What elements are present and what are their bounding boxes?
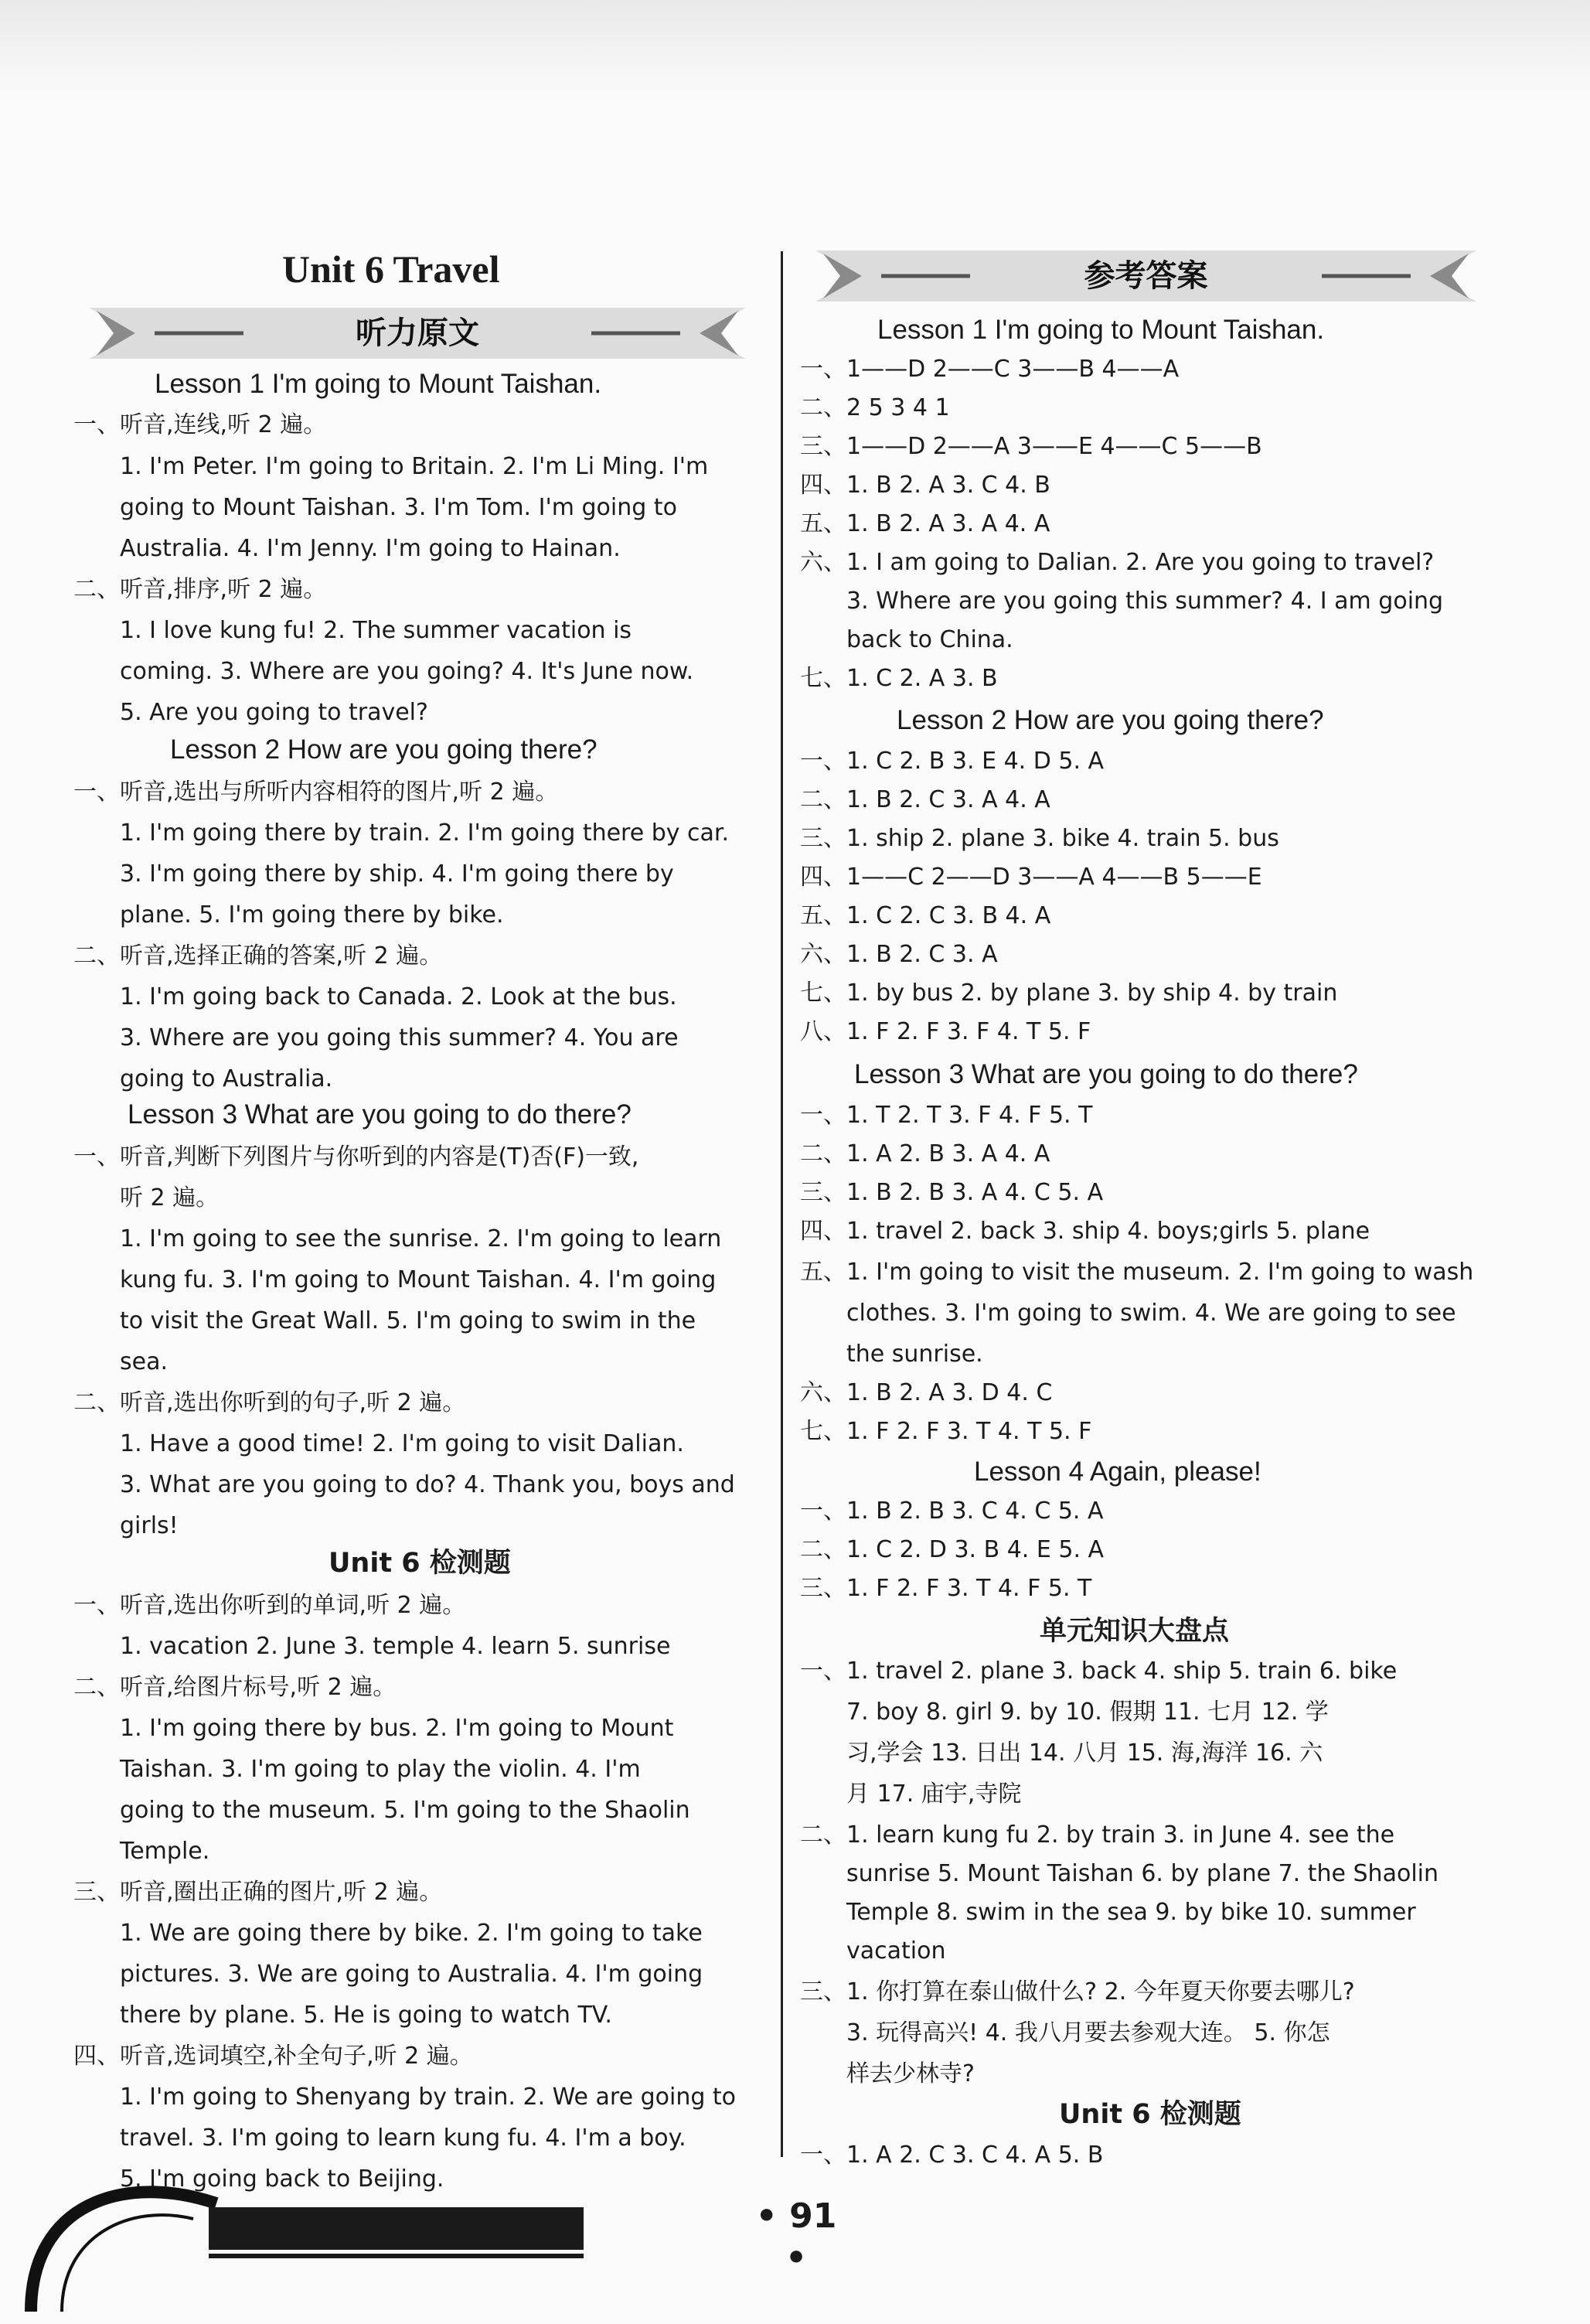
answer-line: 一、1. travel 2. plane 3. back 4. ship 5. train 6. bike <box>800 1658 1398 1685</box>
answer-line: 七、1. by bus 2. by plane 3. by ship 4. by train <box>800 980 1338 1007</box>
script-line: 二、听音,选择正确的答案,听 2 遍。 <box>73 942 443 969</box>
answer-line: 一、1. C 2. B 3. E 4. D 5. A <box>800 748 1105 775</box>
unit-title: Unit 6 Travel <box>282 247 500 291</box>
answer-line: 样去少林寺? <box>846 2060 975 2087</box>
script-line: 二、听音,给图片标号,听 2 遍。 <box>73 1674 397 1701</box>
answer-line: 3. Where are you going this summer? 4. I am going <box>846 588 1444 615</box>
banner-title: 参考答案 <box>1084 258 1208 294</box>
answer-line: Lesson 4 Again, please! <box>974 1457 1261 1487</box>
script-line: 听 2 遍。 <box>120 1184 220 1211</box>
answer-line: 一、1. B 2. B 3. C 4. C 5. A <box>800 1498 1104 1525</box>
answer-line: 7. boy 8. girl 9. by 10. 假期 11. 七月 12. 学 <box>846 1699 1329 1726</box>
answer-line: 四、1. travel 2. back 3. ship 4. boys;girls 5. plane <box>800 1218 1370 1245</box>
answer-line: 四、1——C 2——D 3——A 4——B 5——E <box>800 864 1262 891</box>
answer-line: 六、1. I am going to Dalian. 2. Are you going to travel? <box>800 549 1435 576</box>
script-line: Lesson 3 What are you going to do there? <box>128 1099 632 1130</box>
script-line: to visit the Great Wall. 5. I'm going to swim in the <box>120 1307 696 1334</box>
script-line: coming. 3. Where are you going? 4. It's June now. <box>120 658 694 685</box>
answer-line: vacation <box>846 1937 946 1964</box>
answer-line: sunrise 5. Mount Taishan 6. by plane 7. the Shaolin <box>846 1860 1438 1887</box>
script-line: travel. 3. I'm going to learn kung fu. 4. I'm a boy. <box>120 2125 686 2152</box>
script-line: kung fu. 3. I'm going to Mount Taishan. 4. I'm going <box>120 1266 717 1293</box>
script-line: 1. Have a good time! 2. I'm going to visit Dalian. <box>120 1430 684 1457</box>
answer-line: 三、1. 你打算在泰山做什么? 2. 今年夏天你要去哪儿? <box>800 1978 1355 2005</box>
answer-line: 五、1. I'm going to visit the museum. 2. I'm going to wash <box>800 1259 1474 1286</box>
script-line: going to Australia. <box>120 1065 333 1092</box>
answer-line: Temple 8. swim in the sea 9. by bike 10. summer <box>846 1899 1416 1926</box>
answer-line: 二、1. A 2. B 3. A 4. A <box>800 1140 1050 1167</box>
answer-line: 一、1. A 2. C 3. C 4. A 5. B <box>800 2142 1104 2169</box>
answer-line: 五、1. C 2. C 3. B 4. A <box>800 902 1051 929</box>
script-line: 1. I'm Peter. I'm going to Britain. 2. I'm Li Ming. I'm <box>120 453 709 480</box>
answer-line: 二、2 5 3 4 1 <box>800 394 950 421</box>
top-shading <box>0 0 1590 101</box>
script-line: 3. Where are you going this summer? 4. You are <box>120 1024 679 1051</box>
answer-line: the sunrise. <box>846 1341 983 1368</box>
answer-line: 三、1——D 2——A 3——E 4——C 5——B <box>800 433 1262 460</box>
answer-line: 三、1. B 2. B 3. A 4. C 5. A <box>800 1179 1104 1206</box>
script-line: going to the museum. 5. I'm going to the Shaolin <box>120 1797 690 1824</box>
script-line: 二、听音,排序,听 2 遍。 <box>73 576 327 603</box>
script-line: 1. I'm going to see the sunrise. 2. I'm going to learn <box>120 1225 722 1252</box>
script-line: 二、听音,选出你听到的句子,听 2 遍。 <box>73 1389 466 1416</box>
answer-line: Lesson 3 What are you going to do there? <box>854 1059 1358 1089</box>
script-line: Unit 6 检测题 <box>329 1548 511 1579</box>
script-line: 三、听音,圈出正确的图片,听 2 遍。 <box>73 1879 443 1906</box>
answer-line: 六、1. B 2. A 3. D 4. C <box>800 1379 1053 1406</box>
script-line: 1. I love kung fu! 2. The summer vacation is <box>120 617 632 644</box>
answer-line: Lesson 2 How are you going there? <box>897 705 1324 735</box>
script-line: 5. Are you going to travel? <box>120 699 428 726</box>
banner-listening-script <box>89 303 746 363</box>
script-line: Taishan. 3. I'm going to play the violin. 4. I'm <box>120 1756 641 1783</box>
answer-line: 二、1. B 2. C 3. A 4. A <box>800 786 1050 813</box>
answer-line: 八、1. F 2. F 3. F 4. T 5. F <box>800 1018 1091 1045</box>
answer-line: clothes. 3. I'm going to swim. 4. We are going to see <box>846 1300 1456 1327</box>
answer-line: Unit 6 检测题 <box>1059 2099 1241 2130</box>
script-line: girls! <box>120 1512 179 1539</box>
script-line: 一、听音,判断下列图片与你听到的内容是(T)否(F)一致, <box>73 1143 639 1171</box>
answer-line: 六、1. B 2. C 3. A <box>800 941 998 968</box>
answer-line: 月 17. 庙宇,寺院 <box>846 1780 1022 1808</box>
corner-decoration-graphic <box>15 2157 595 2312</box>
answer-line: 3. 玩得高兴! 4. 我八月要去参观大连。 5. 你怎 <box>846 2019 1330 2046</box>
script-line: pictures. 3. We are going to Australia. 4. I'm going <box>120 1961 703 1988</box>
banner-answer-key <box>815 246 1476 306</box>
page-number: • 91 • <box>755 2196 837 2278</box>
script-line: Temple. <box>120 1838 210 1865</box>
answer-line: 二、1. learn kung fu 2. by train 3. in June 4. see the <box>800 1821 1395 1849</box>
script-line: going to Mount Taishan. 3. I'm Tom. I'm going to <box>120 494 677 521</box>
script-line: 1. I'm going there by bus. 2. I'm going to Mount <box>120 1715 674 1742</box>
answer-line: Lesson 1 I'm going to Mount Taishan. <box>877 315 1325 345</box>
script-line: 一、听音,选出与所听内容相符的图片,听 2 遍。 <box>73 779 559 806</box>
answer-line: 单元知识大盘点 <box>1040 1616 1230 1647</box>
script-line: Lesson 1 I'm going to Mount Taishan. <box>155 369 602 399</box>
script-line: 5. I'm going back to Beijing. <box>120 2166 444 2193</box>
answer-line: 五、1. B 2. A 3. A 4. A <box>800 510 1050 537</box>
script-line: 1. I'm going back to Canada. 2. Look at the bus. <box>120 983 677 1010</box>
answer-line: 三、1. ship 2. plane 3. bike 4. train 5. bus <box>800 825 1279 852</box>
script-line: Australia. 4. I'm Jenny. I'm going to Hainan. <box>120 535 621 562</box>
answer-line: 四、1. B 2. A 3. C 4. B <box>800 472 1050 499</box>
script-line: 1. vacation 2. June 3. temple 4. learn 5. sunrise <box>120 1633 671 1660</box>
answer-line: 七、1. F 2. F 3. T 4. T 5. F <box>800 1418 1092 1445</box>
answer-line: 一、1——D 2——C 3——B 4——A <box>800 356 1180 383</box>
answer-line: 一、1. T 2. T 3. F 4. F 5. T <box>800 1102 1093 1129</box>
answer-line: 二、1. C 2. D 3. B 4. E 5. A <box>800 1536 1105 1563</box>
script-line: 四、听音,选词填空,补全句子,听 2 遍。 <box>73 2043 473 2070</box>
answer-line: 三、1. F 2. F 3. T 4. F 5. T <box>800 1575 1092 1602</box>
answer-line: 习,学会 13. 日出 14. 八月 15. 海,海洋 16. 六 <box>846 1740 1323 1767</box>
script-line: 1. We are going there by bike. 2. I'm going to take <box>120 1920 703 1947</box>
script-line: 1. I'm going there by train. 2. I'm going there by car. <box>120 820 730 847</box>
script-line: 3. I'm going there by ship. 4. I'm going there by <box>120 860 674 888</box>
script-line: 1. I'm going to Shenyang by train. 2. We are going to <box>120 2084 737 2111</box>
answer-line: back to China. <box>846 626 1013 653</box>
column-divider <box>781 251 783 2157</box>
script-line: 一、听音,选出你听到的单词,听 2 遍。 <box>73 1592 466 1619</box>
script-line: Lesson 2 How are you going there? <box>170 734 598 765</box>
script-line: plane. 5. I'm going there by bike. <box>120 901 504 929</box>
script-line: 一、听音,连线,听 2 遍。 <box>73 411 327 438</box>
answer-line: 七、1. C 2. A 3. B <box>800 665 998 692</box>
script-line: there by plane. 5. He is going to watch TV. <box>120 2002 612 2029</box>
script-line: 3. What are you going to do? 4. Thank you, boys and <box>120 1471 735 1498</box>
banner-title: 听力原文 <box>356 315 479 351</box>
script-line: sea. <box>120 1348 169 1375</box>
